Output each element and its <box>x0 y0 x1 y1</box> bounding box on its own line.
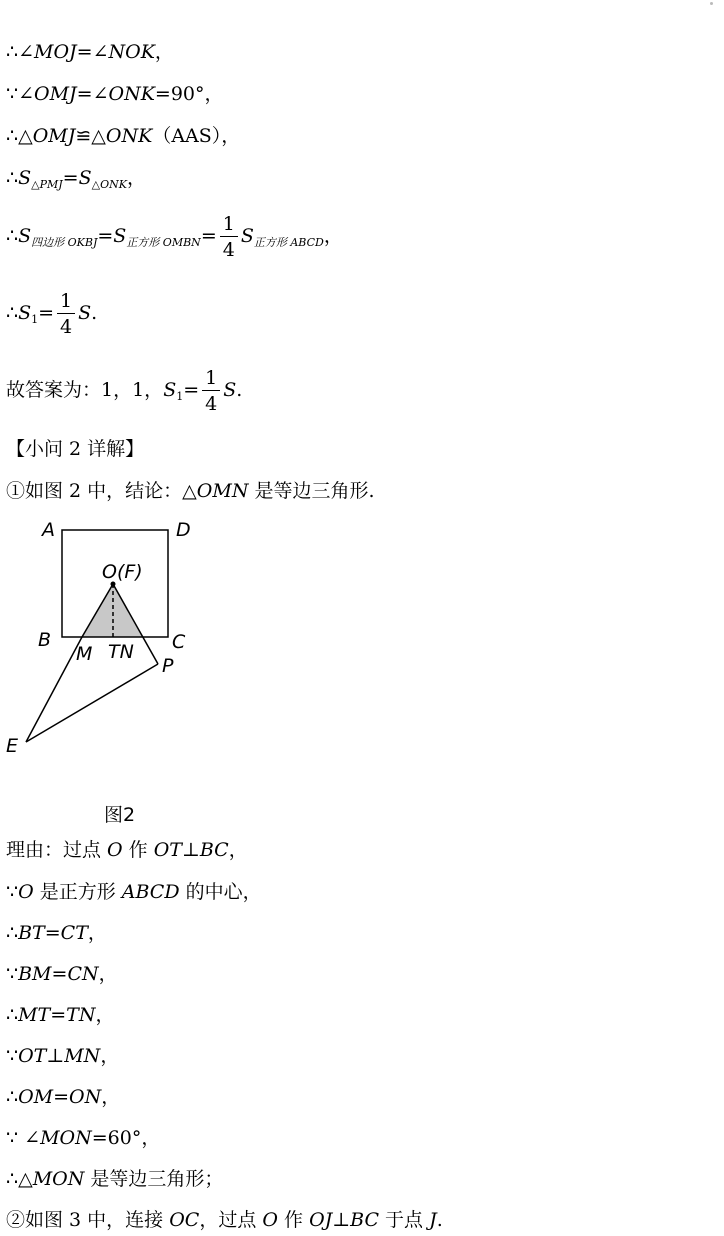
text-segment: 作 <box>122 839 154 861</box>
label-tn: TN <box>108 641 134 663</box>
perpendicular-symbol: ⊥ <box>332 1209 351 1231</box>
angle-value: =60°， <box>91 1127 161 1149</box>
area-subscript: 1 <box>176 390 184 403</box>
punctuation: ， <box>100 1045 120 1067</box>
area-symbol: S <box>18 302 32 324</box>
reason: （AAS）， <box>152 125 241 147</box>
text-segment: 是等边三角形； <box>84 1168 224 1190</box>
angle-name: ONK <box>108 83 155 105</box>
proof-line-1 <box>6 40 174 64</box>
because-symbol: ∵ <box>6 963 19 985</box>
segment-name: OT <box>153 839 182 861</box>
label-e: E <box>6 735 19 757</box>
segment-name: MT <box>18 1004 51 1026</box>
fraction-numerator: 1 <box>202 366 220 391</box>
punctuation: ， <box>126 167 146 189</box>
proof-line-12 <box>6 921 107 945</box>
proof-line-6 <box>6 285 97 344</box>
conclusion-line <box>6 479 375 503</box>
perpendicular-symbol: ⊥ <box>181 839 200 861</box>
area-symbol: S <box>240 225 254 247</box>
punctuation: . <box>436 1209 443 1231</box>
because-symbol: ∵ <box>6 83 19 105</box>
angle-name: MOJ <box>34 41 77 63</box>
area-subscript: 正方形 ABCD <box>253 236 324 249</box>
because-symbol: ∵ <box>6 881 19 903</box>
answer-prefix: 故答案为：1，1， <box>6 379 164 401</box>
conclusion-suffix: 是等边三角形. <box>248 480 375 502</box>
reason-line <box>6 838 248 862</box>
because-symbol: ∵ <box>6 1127 19 1149</box>
triangle-name: ONK <box>105 125 153 147</box>
because-symbol: ∵ <box>6 1045 19 1067</box>
proof-line-4 <box>6 166 146 193</box>
text-segment: 的中心， <box>179 881 262 903</box>
corner-dot <box>710 2 713 5</box>
triangle-name: OMN <box>196 480 249 502</box>
section-heading: 【小问 2 详解】 <box>6 438 145 460</box>
therefore-symbol: ∴ <box>6 41 19 63</box>
area-subscript: △ONK <box>91 178 127 191</box>
area-symbol: S <box>78 167 92 189</box>
segment-name: ON <box>69 1086 102 1108</box>
label-d: D <box>176 519 191 541</box>
reason-prefix: 理由：过点 <box>6 839 108 861</box>
answer-line <box>6 362 242 421</box>
segment-name: BC <box>350 1209 379 1231</box>
equals-angle: =∠ <box>76 41 109 63</box>
text-segment: ，过点 <box>199 1209 263 1231</box>
area-symbol: S <box>18 167 32 189</box>
punctuation: ， <box>87 922 107 944</box>
punctuation: ， <box>101 1086 121 1108</box>
angle-symbol: ∠ <box>18 41 35 63</box>
fraction <box>202 366 220 417</box>
therefore-symbol: ∴ <box>6 922 19 944</box>
equals: = <box>183 379 200 401</box>
perpendicular-symbol: ⊥ <box>46 1045 65 1067</box>
fraction-numerator: 1 <box>220 212 238 237</box>
punctuation: ， <box>154 41 174 63</box>
figure-caption: 图2 <box>104 804 136 826</box>
congruent-symbol: ≌△ <box>75 125 106 147</box>
triangle-symbol: △ <box>18 1168 33 1190</box>
text-segment: ②如图 3 中，连接 <box>6 1209 170 1231</box>
point-name: O <box>107 839 123 861</box>
segment-name: BT <box>18 922 45 944</box>
angle-symbol: ∠ <box>18 1127 41 1149</box>
proof-line-3 <box>6 124 240 148</box>
therefore-symbol: ∴ <box>6 167 19 189</box>
text-segment: 于点 <box>379 1209 430 1231</box>
proof-line-15 <box>6 1044 119 1068</box>
angle-symbol: ∠ <box>18 83 35 105</box>
proof-line-16 <box>6 1085 120 1109</box>
area-symbol: S <box>163 379 177 401</box>
fraction-denominator: 4 <box>205 392 218 415</box>
fraction-denominator: 4 <box>60 315 73 338</box>
segment-name: OJ <box>309 1209 333 1231</box>
therefore-symbol: ∴ <box>6 225 19 247</box>
angle-name: OMJ <box>34 83 77 105</box>
triangle-name: MON <box>32 1168 85 1190</box>
area-subscript: 正方形 OMBN <box>126 236 201 249</box>
proof-line-2 <box>6 82 224 106</box>
punctuation: ， <box>323 225 343 247</box>
proof-line-5 <box>6 208 343 267</box>
proof-line-19 <box>6 1208 443 1232</box>
proof-line-17 <box>6 1126 160 1150</box>
segment-name: OC <box>169 1209 200 1231</box>
equals: = <box>62 167 79 189</box>
punctuation: . <box>236 379 243 401</box>
proof-line-18 <box>6 1167 223 1191</box>
geometry-figure-2 <box>0 512 240 762</box>
angle-name: MON <box>40 1127 92 1149</box>
equals: = <box>200 225 217 247</box>
therefore-symbol: ∴ <box>6 1004 19 1026</box>
fraction <box>57 289 75 340</box>
text-segment: 作 <box>277 1209 310 1231</box>
label-c: C <box>172 631 186 653</box>
segment-name: CN <box>67 963 99 985</box>
area-symbol: S <box>18 225 32 247</box>
conclusion-prefix: ①如图 2 中，结论：△ <box>6 480 197 502</box>
label-p: P <box>162 655 174 677</box>
point-name: O <box>18 881 34 903</box>
equals: = <box>50 1004 67 1026</box>
segment-name: BM <box>18 963 52 985</box>
equals: = <box>53 1086 70 1108</box>
segment-ep <box>26 664 158 742</box>
fraction-numerator: 1 <box>57 289 75 314</box>
area-subscript: △PMJ <box>31 178 63 191</box>
angle-name: NOK <box>108 41 155 63</box>
triangle-symbol: △ <box>18 125 33 147</box>
point-name: O <box>262 1209 278 1231</box>
therefore-symbol: ∴ <box>6 302 19 324</box>
segment-name: CT <box>60 922 88 944</box>
equals: = <box>51 963 68 985</box>
punctuation: ， <box>95 1004 115 1026</box>
punctuation: . <box>91 302 98 324</box>
segment-name: OT <box>18 1045 47 1067</box>
punctuation: ， <box>98 963 118 985</box>
label-a: A <box>42 519 55 541</box>
proof-line-11 <box>6 880 262 904</box>
equals: = <box>38 302 55 324</box>
fraction-denominator: 4 <box>222 238 235 261</box>
fraction <box>220 212 238 263</box>
square-name: ABCD <box>121 881 180 903</box>
area-symbol: S <box>223 379 237 401</box>
label-o: O(F) <box>102 561 143 583</box>
segment-name: OM <box>18 1086 54 1108</box>
text-segment: 是正方形 <box>33 881 122 903</box>
angle-value: =90°， <box>154 83 224 105</box>
equals: = <box>44 922 61 944</box>
area-subscript: 1 <box>31 313 39 326</box>
triangle-name: OMJ <box>32 125 76 147</box>
area-symbol: S <box>78 302 92 324</box>
label-m: M <box>76 643 93 665</box>
equals-angle: =∠ <box>76 83 109 105</box>
therefore-symbol: ∴ <box>6 125 19 147</box>
therefore-symbol: ∴ <box>6 1086 19 1108</box>
area-symbol: S <box>113 225 127 247</box>
proof-line-13 <box>6 962 118 986</box>
equals: = <box>97 225 114 247</box>
segment-name: MN <box>64 1045 101 1067</box>
proof-line-14 <box>6 1003 114 1027</box>
point-name: J <box>429 1209 437 1231</box>
segment-name: TN <box>66 1004 96 1026</box>
segment-name: BC <box>199 839 229 861</box>
punctuation: ， <box>228 839 248 861</box>
area-subscript: 四边形 OKBJ <box>31 236 98 249</box>
therefore-symbol: ∴ <box>6 1168 19 1190</box>
label-b: B <box>38 629 52 651</box>
